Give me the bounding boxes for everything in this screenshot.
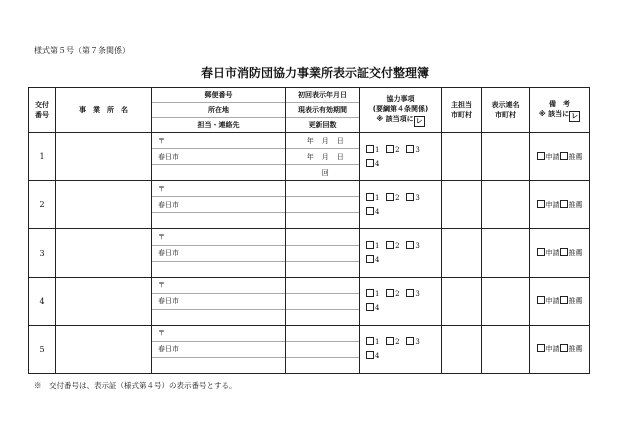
hyoji-renmei-cell[interactable] [482,181,530,229]
kyoryoku-checks[interactable]: 1 2 3 4 [360,277,442,325]
row-number: 4 [29,277,56,325]
header-jigyosho-name: 事 業 所 名 [56,88,152,133]
checkbox[interactable] [406,145,414,153]
checkbox[interactable] [386,337,394,345]
checkbox[interactable] [366,241,374,249]
header-kofu-bango: 交付 番号 [29,88,56,133]
table-row [29,277,590,325]
checkbox[interactable] [366,351,374,359]
checkbox[interactable] [386,193,394,201]
dates-cell[interactable] [286,277,360,325]
address-cell[interactable]: 〒 春日市 [152,133,286,181]
address-cell[interactable]: 〒 春日市 [152,229,286,277]
kyoryoku-checks[interactable]: 1 2 3 4 [360,325,442,373]
checkbox[interactable] [386,145,394,153]
jigyosho-name-cell[interactable] [56,181,152,229]
checkbox[interactable] [560,248,568,256]
checkbox[interactable] [366,207,374,215]
table-row [29,229,590,277]
kyoryoku-checks[interactable]: 1 2 3 4 [360,229,442,277]
jigyosho-name-cell[interactable] [56,325,152,373]
table-row [29,325,590,373]
checkbox[interactable] [386,241,394,249]
checkbox[interactable] [560,152,568,160]
checkbox[interactable] [366,159,374,167]
remark-cell[interactable]: 申請 推薦 [530,133,590,181]
dates-cell[interactable] [286,229,360,277]
header-row [29,88,590,133]
dates-cell[interactable]: 年 月 日 年 月 日 回 [286,133,360,181]
checkbox[interactable] [366,337,374,345]
row-number: 3 [29,229,56,277]
checkbox[interactable] [406,241,414,249]
remark-cell[interactable]: 申請 推薦 [530,229,590,277]
hyoji-renmei-cell[interactable] [482,133,530,181]
row-number: 5 [29,325,56,373]
checkbox[interactable] [366,303,374,311]
page-title: 春日市消防団協力事業所表示証交付整理簿 [200,66,429,80]
hyoji-renmei-cell[interactable] [482,325,530,373]
row-number: 1 [29,133,56,181]
dates-cell[interactable] [286,325,360,373]
jigyosho-name-cell[interactable] [56,133,152,181]
row-number: 2 [29,181,56,229]
checkbox[interactable] [366,289,374,297]
checkbox[interactable] [560,296,568,304]
header-biko: 備 考 ※ 該当に レ [530,88,590,133]
checkbox[interactable] [406,193,414,201]
checkbox[interactable] [406,337,414,345]
checkbox[interactable] [537,248,545,256]
jigyosho-name-cell[interactable] [56,229,152,277]
hyoji-renmei-cell[interactable] [482,277,530,325]
remark-cell[interactable]: 申請 推薦 [530,277,590,325]
checkbox[interactable] [537,296,545,304]
checkbox[interactable] [537,152,545,160]
remark-cell[interactable]: 申請 推薦 [530,325,590,373]
shutanto-cell[interactable] [442,325,482,373]
kyoryoku-checks[interactable]: 1 2 3 4 [360,133,442,181]
shutanto-cell[interactable] [442,277,482,325]
header-address: 郵便番号 所在地 担当・連絡先 [152,88,286,133]
shutanto-cell[interactable] [442,133,482,181]
checkbox[interactable] [537,344,545,352]
checkbox[interactable] [386,289,394,297]
checkbox[interactable] [537,200,545,208]
table-row [29,181,590,229]
address-cell[interactable]: 〒 春日市 [152,181,286,229]
checkbox[interactable] [366,255,374,263]
checkbox[interactable] [406,289,414,297]
address-cell[interactable]: 〒 春日市 [152,277,286,325]
shutanto-cell[interactable] [442,181,482,229]
checkbox[interactable] [560,200,568,208]
remark-cell[interactable]: 申請 推薦 [530,181,590,229]
hyoji-renmei-cell[interactable] [482,229,530,277]
checkbox[interactable] [366,145,374,153]
header-kyoryoku: 協力事項 (要綱第４条関係) ※ 該当項に レ [360,88,442,133]
header-hyoji-renmei: 表示連名 市町村 [482,88,530,133]
form-reference: 様式第５号（第７条関係） [34,46,130,55]
dates-cell[interactable] [286,181,360,229]
checkbox[interactable] [366,193,374,201]
jigyosho-name-cell[interactable] [56,277,152,325]
tick-mark-box: レ [415,116,423,125]
register-table [28,87,590,374]
checkbox[interactable] [560,344,568,352]
shutanto-cell[interactable] [442,229,482,277]
kyoryoku-checks[interactable]: 1 2 3 4 [360,181,442,229]
header-shutanto: 主担当 市町村 [442,88,482,133]
address-cell[interactable]: 〒 春日市 [152,325,286,373]
tick-mark-box: レ [571,111,579,120]
table-row [29,133,590,181]
footnote: ※ 交付番号は、表示証（様式第４号）の表示番号とする。 [34,381,237,390]
header-dates: 初回表示年月日 現表示有効期間 更新回数 [286,88,360,133]
